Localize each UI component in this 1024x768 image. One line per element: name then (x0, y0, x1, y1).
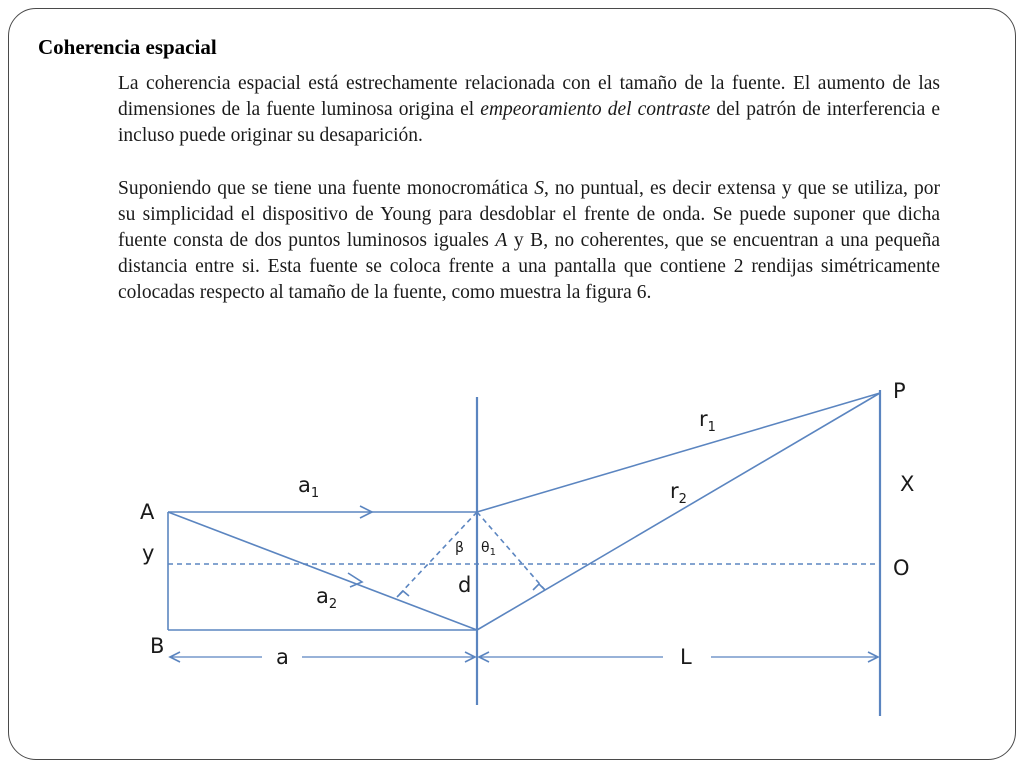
label-r2-main: r (670, 479, 679, 503)
paragraph-2-text-a: Suponiendo que se tiene una fuente monocromática (118, 178, 535, 199)
label-r2-sub: 2 (678, 492, 687, 507)
label-r1-sub: 1 (707, 420, 716, 435)
label-p-point: P (893, 380, 906, 403)
slide-title: Coherencia espacial (38, 35, 217, 59)
paragraph-1 (118, 71, 940, 149)
label-a-point: A (140, 500, 155, 524)
dimension-a-label: a (276, 645, 289, 669)
label-theta (481, 540, 496, 558)
ray-a2 (168, 512, 477, 630)
label-a1-sub: 1 (310, 486, 320, 501)
label-r1 (699, 407, 716, 435)
paragraph-1-text-b: del patrón de interferencia e incluso puede originar su desaparición. (118, 99, 941, 146)
label-theta-main: θ (481, 540, 490, 556)
ray-r2 (477, 393, 880, 630)
label-theta-sub: 1 (489, 547, 496, 558)
paragraph-1-emphasis: empeoramiento del contraste (480, 99, 711, 120)
label-r1-main: r (699, 407, 708, 431)
young-double-slit-diagram (130, 380, 930, 725)
paragraph-2-source-s: S (534, 178, 544, 199)
label-beta: β (455, 540, 464, 556)
paragraph-2-text-c: y B, no coherentes, que se encuentran a una pequeña distancia entre si. Esta fuente se coloca frente a una pantalla que contiene 2 rendijas simétricamente colocadas respecto al tamaño de la fuente, como muestra la figura 6. (118, 230, 941, 303)
paragraph-2-text-b: , no puntual, es decir extensa y que se utiliza, por su simplicidad el dispositivo de Young para desdoblar el frente de onda. Se puede suponer que dicha fuente consta de dos puntos luminosos iguales (118, 178, 940, 251)
paragraph-1-text-a: La coherencia espacial está estrechamente relacionada con el tamaño de la fuente. El aumento de las dimensiones de la fuente luminosa origina el (118, 73, 940, 120)
label-y: y (142, 541, 155, 565)
right-angle-mark-left (397, 591, 409, 597)
label-x: X (900, 472, 915, 496)
label-d: d (458, 573, 472, 597)
dimension-L-label: L (680, 645, 692, 669)
label-a2-sub: 2 (328, 597, 338, 612)
label-r2 (670, 479, 687, 507)
label-a1-main: a (298, 473, 311, 497)
label-a2 (316, 584, 337, 612)
paragraph-2 (118, 176, 940, 306)
label-b-point: B (150, 634, 165, 658)
label-a2-main: a (316, 584, 329, 608)
label-a1 (298, 473, 319, 501)
label-o-point: O (893, 556, 910, 580)
paragraph-2-point-a: A (495, 230, 508, 251)
